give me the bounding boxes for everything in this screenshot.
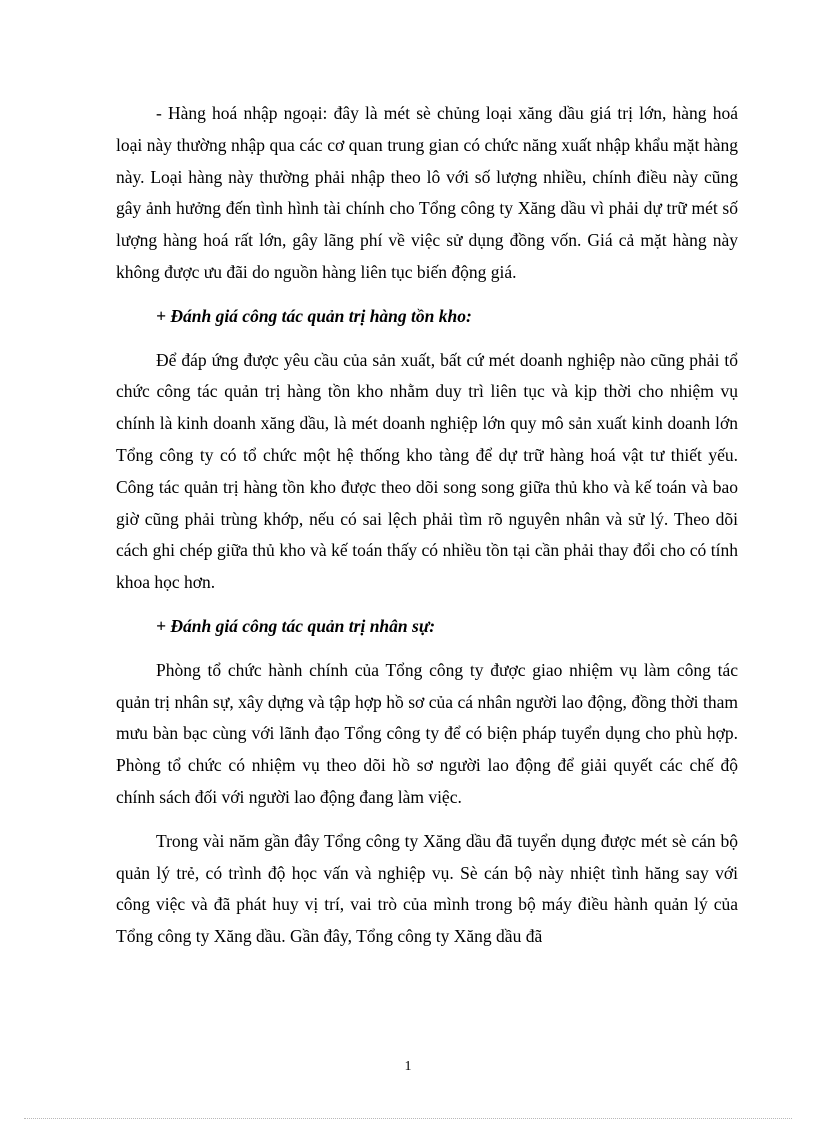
page-body	[116, 98, 738, 953]
paragraph-recruitment: Trong vài năm gần đây Tổng công ty Xăng dầu đã tuyển dụng được mét sè cán bộ quản lý trẻ, có trình độ học vấn và nghiệp vụ. Sè cán bộ này nhiệt tình hăng say với công việc và đã phát huy vị trí, vai trò của mình trong bộ máy điều hành quản lý của Tổng công ty Xăng dầu. Gần đây, Tổng công ty Xăng dầu đã	[116, 830, 738, 947]
page-bottom-divider	[24, 1118, 792, 1119]
page-number: 1	[404, 1059, 412, 1074]
heading-personnel-management: + Đánh giá công tác quản trị nhân sự:	[156, 615, 436, 636]
heading-inventory-management: + Đánh giá công tác quản trị hàng tồn kho:	[156, 305, 472, 326]
paragraph-personnel-department: Phòng tổ chức hành chính của Tổng công ty được giao nhiệm vụ làm công tác quản trị nhân sự, xây dựng và tập hợp hồ sơ của cá nhân người lao động, đồng thời tham mưu bàn bạc cùng với lãnh đạo Tổng công ty để có biện pháp tuyển dụng cho phù hợp. Phòng tổ chức có nhiệm vụ theo dõi hồ sơ người lao động để giải quyết các chế độ chính sách đối với người lao động đang làm việc.	[116, 659, 738, 807]
paragraph-imported-goods: - Hàng hoá nhập ngoại: đây là mét sè chủng loại xăng dầu giá trị lớn, hàng hoá loại này thường nhập qua các cơ quan trung gian có chức năng xuất nhập khẩu mặt hàng này. Loại hàng này thường phải nhập theo lô với số lượng nhiều, chính điều này cũng gây ảnh hưởng đến tình hình tài chính cho Tổng công ty Xăng dầu vì phải dự trữ mét số lượng hàng hoá rất lớn, gây lãng phí về việc sử dụng đồng vốn. Giá cả mặt hàng này không được ưu đãi do nguồn hàng liên tục biến động giá.	[116, 103, 738, 282]
paragraph-inventory-management: Để đáp ứng được yêu cầu của sản xuất, bất cứ mét doanh nghiệp nào cũng phải tổ chức công tác quản trị hàng tồn kho nhằm duy trì liên tục và kịp thời cho nhiệm vụ chính là kinh doanh xăng dầu, là mét doanh nghiệp lớn quy mô sản xuất kinh doanh lớn Tổng công ty có tổ chức một hệ thống kho tàng để dự trữ hàng hoá vật tư thiết yếu. Công tác quản trị hàng tồn kho được theo dõi song song giữa thủ kho và kế toán và bao giờ cũng phải trùng khớp, nếu có sai lệch phải tìm rõ nguyên nhân và sử lý. Theo dõi cách ghi chép giữa thủ kho và kế toán thấy có nhiều tồn tại cần phải thay đổi cho có tính khoa học hơn.	[116, 349, 738, 593]
